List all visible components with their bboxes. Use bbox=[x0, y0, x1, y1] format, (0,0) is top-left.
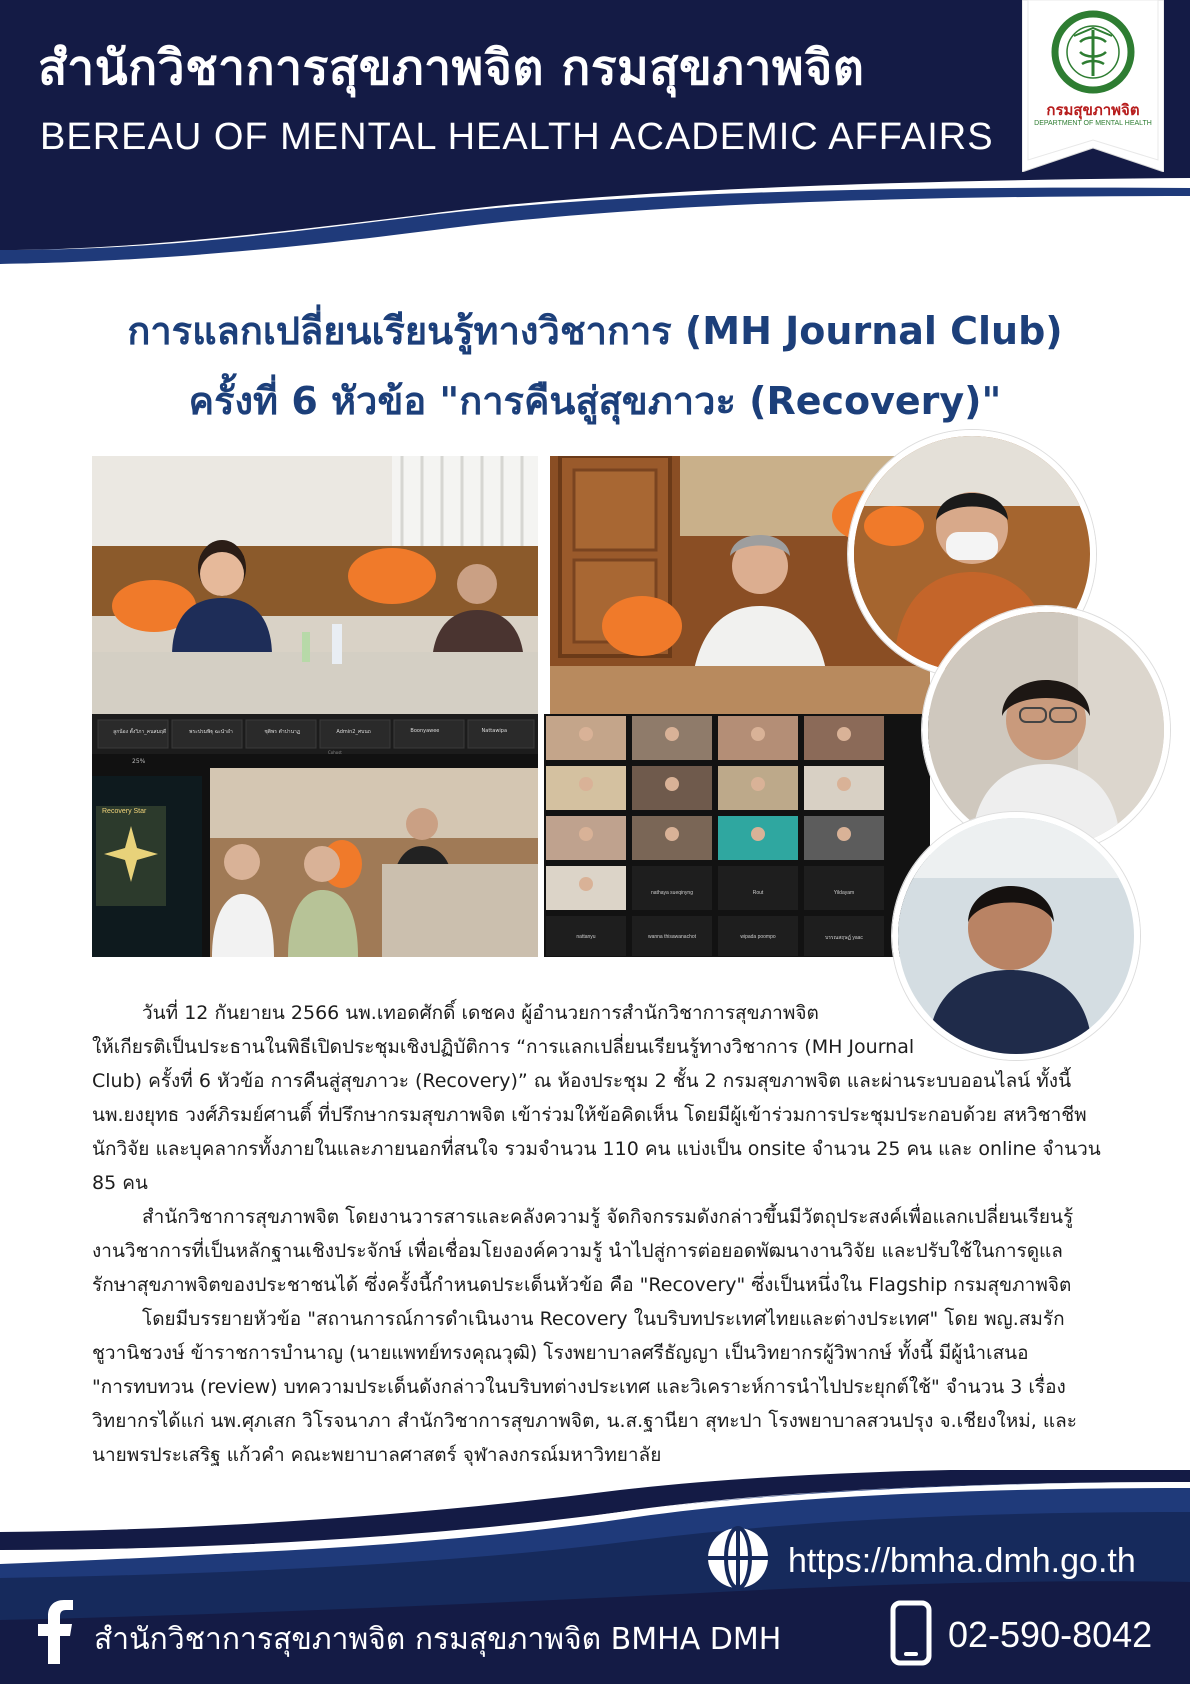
paragraph-1 bbox=[92, 996, 1112, 1200]
article-body bbox=[92, 996, 1112, 1472]
gallery-name: wanna thisawanachot bbox=[647, 934, 697, 940]
article-title-line-2: ครั้งที่ 6 หัวข้อ "การคืนสู่สุขภาวะ (Recovery)" bbox=[188, 379, 1002, 423]
department-logo bbox=[1022, 0, 1164, 172]
org-name-english: BEREAU OF MENTAL HEALTH ACADEMIC AFFAIRS bbox=[40, 116, 994, 158]
facebook-icon bbox=[36, 1600, 74, 1664]
paragraph-3-line: ชูวานิชวงษ์ ข้าราชการบำนาญ (นายแพทย์ทรงคุณวุฒิ) โรงพยาบาลศรีธัญญา เป็นวิทยากรผู้วิพากษ์ ทั้งนี้ มีผู้นำเสนอ bbox=[92, 1342, 1029, 1364]
paragraph-2-line: งานวิชาการที่เป็นหลักฐานเชิงประจักษ์ เพื่อเชื่อมโยงองค์ความรู้ นำไปสู่การต่อยอดพัฒนางานวิจัย และปรับใช้ในการดูแล bbox=[92, 1240, 1063, 1262]
logo-ribbon bbox=[1022, 0, 1164, 172]
paragraph-1-line: ให้เกียรติเป็นประธานในพิธีเปิดประชุมเชิงปฏิบัติการ “การแลกเปลี่ยนเรียนรู้ทางวิชาการ (MH Journal bbox=[92, 1036, 915, 1058]
globe-icon bbox=[706, 1526, 770, 1590]
screenshot-zoom-gallery bbox=[544, 714, 930, 957]
paragraph-3-line: นายพรประเสริฐ แก้วคำ คณะพยาบาลศาสตร์ จุฬาลงกรณ์มหาวิทยาลัย bbox=[92, 1444, 662, 1466]
gallery-name: Yildayam bbox=[833, 890, 855, 896]
zoom-name: ชุติพร ตำปานาฏ bbox=[264, 729, 301, 735]
phone-icon bbox=[890, 1600, 932, 1666]
paragraph-3-line: "การทบทวน (review) บทความประเด็นดังกล่าวในบริบทต่างประเทศ และวิเคราะห์การนำไปประยุกต์ใช้" จำนวน 3 เรื่อง bbox=[92, 1376, 1066, 1398]
logo-name-thai: กรมสุขภาพจิต bbox=[1046, 101, 1140, 119]
zoom-cohost-label: Cohost bbox=[328, 750, 342, 755]
zoom-name: Admin2_ศบนถ bbox=[336, 729, 371, 735]
zoom-percent: 25% bbox=[132, 758, 146, 765]
website-link[interactable]: https://bmha.dmh.go.th bbox=[788, 1542, 1136, 1580]
org-name-thai: สำนักวิชาการสุขภาพจิต กรมสุขภาพจิต bbox=[38, 40, 865, 96]
paragraph-3 bbox=[92, 1302, 1112, 1472]
zoom-name: ลูกน้อง ตั้งวิภา_คนสมฤดี bbox=[113, 729, 167, 735]
article-title-line-1: การแลกเปลี่ยนเรียนรู้ทางวิชาการ (MH Journal Club) bbox=[127, 309, 1063, 353]
book-title: Recovery Star bbox=[102, 808, 147, 815]
gallery-name: บรรณสฤษฏ์ yaac bbox=[825, 935, 863, 941]
paragraph-2 bbox=[92, 1200, 1112, 1302]
gallery-name: Rout bbox=[752, 890, 764, 896]
header-banner bbox=[0, 0, 1190, 270]
facebook-page-name[interactable]: สำนักวิชาการสุขภาพจิต กรมสุขภาพจิต BMHA DMH bbox=[94, 1622, 782, 1657]
screenshot-zoom-left bbox=[92, 714, 538, 957]
phone-number[interactable]: 02-590-8042 bbox=[948, 1614, 1153, 1655]
gallery-name: nathaya sueqinyng bbox=[651, 890, 693, 896]
paragraph-2-line: สำนักวิชาการสุขภาพจิต โดยงานวารสารและคลังความรู้ จัดกิจกรรมดังกล่าวขึ้นมีวัตถุประสงค์เพื่อแลกเปลี่ยนเรียนรู้ bbox=[142, 1206, 1074, 1228]
gallery-name: wipada poompo bbox=[740, 934, 776, 940]
gallery-name: nattanyu bbox=[576, 934, 596, 940]
paragraph-1-line: นักวิจัย และบุคลากรทั้งภายในและภายนอกที่สนใจ รวมจำนวน 110 คน แบ่งเป็น onsite จำนวน 25 คน และ online จำนวน bbox=[92, 1138, 1101, 1160]
zoom-name: Boonyawee bbox=[410, 728, 440, 734]
paragraph-1-line: 85 คน bbox=[92, 1172, 148, 1194]
paragraph-3-line: โดยมีบรรยายหัวข้อ "สถานการณ์การดำเนินงาน Recovery ในบริบทประเทศไทยและต่างประเทศ" โดย พญ.สมรัก bbox=[142, 1308, 1065, 1330]
zoom-participant-bar bbox=[106, 728, 526, 736]
logo-name-english: DEPARTMENT OF MENTAL HEALTH bbox=[1034, 120, 1152, 127]
photo-meeting-room-left bbox=[92, 456, 538, 714]
paragraph-1-line: Club) ครั้งที่ 6 หัวข้อ การคืนสู่สุขภาวะ (Recovery)” ณ ห้องประชุม 2 ชั้น 2 กรมสุขภาพจิต และผ่านระบบออนไลน์ ทั้งนี้ bbox=[92, 1070, 1072, 1092]
zoom-name: Nattawipa bbox=[481, 728, 508, 734]
zoom-name: พระปรมพิฐุ ฉะนำอำ bbox=[189, 729, 233, 735]
paragraph-1-line: วันที่ 12 กันยายน 2566 นพ.เทอดศักดิ์ เดชคง ผู้อำนวยการสำนักวิชาการสุขภาพจิต bbox=[142, 1002, 819, 1024]
paragraph-3-line: วิทยากรได้แก่ นพ.ศุภเสก วิโรจนาภา สำนักวิชาการสุขภาพจิต, น.ส.ฐานียา สุทะปา โรงพยาบาลสวนปรุง จ.เชียงใหม่, และ bbox=[92, 1410, 1077, 1432]
paragraph-1-line: นพ.ยงยุทธ วงศ์ภิรมย์ศานติ์ ที่ปรึกษากรมสุขภาพจิต เข้าร่วมให้ข้อคิดเห็น โดยมีผู้เข้าร่วมการประชุมประกอบด้วย สหวิชาชีพ bbox=[92, 1104, 1087, 1126]
paragraph-2-line: รักษาสุขภาพจิตของประชาชนได้ ซึ่งครั้งนี้กำหนดประเด็นหัวข้อ คือ "Recovery" ซึ่งเป็นหนึ่งใน Flagship กรมสุขภาพจิต bbox=[92, 1274, 1072, 1296]
